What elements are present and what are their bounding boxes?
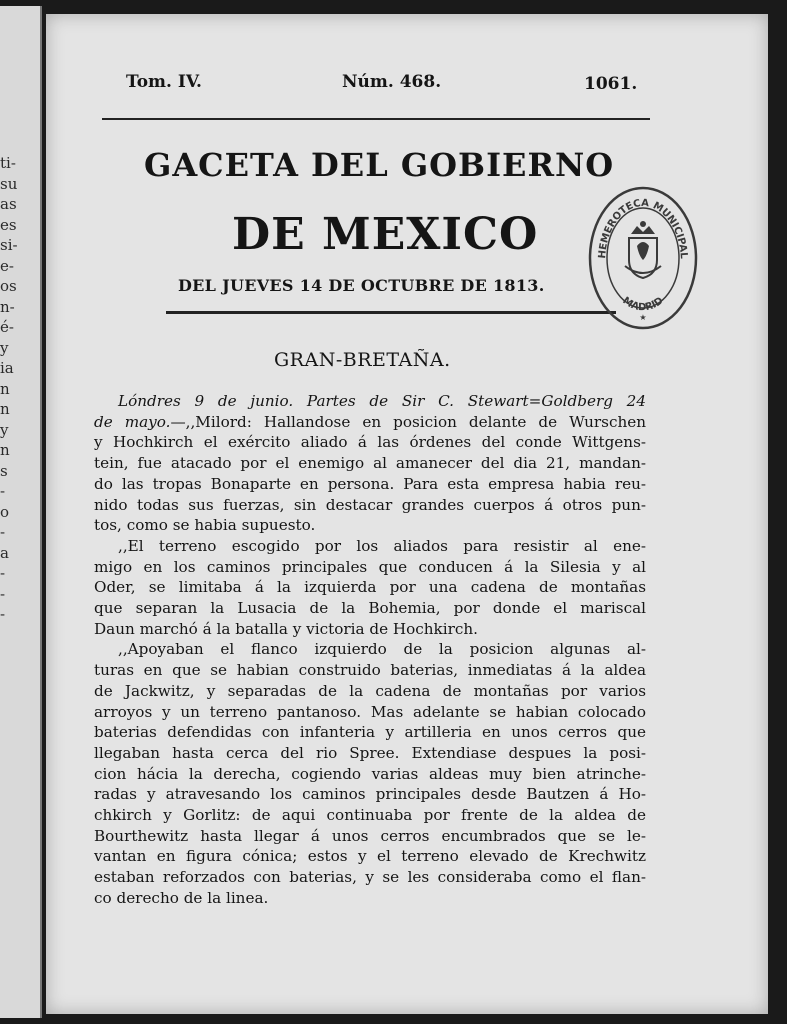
- facing-page-fragment: -: [0, 564, 6, 582]
- roman-text: radas y atravesando los caminos principales desde Bautzen á Ho-: [94, 785, 646, 804]
- facing-page-fragment: ia: [0, 359, 14, 377]
- newspaper-page: [46, 14, 768, 1014]
- roman-text: tos, como se habia supuesto.: [94, 516, 316, 535]
- facing-page-fragment: y: [0, 338, 9, 357]
- roman-text: arroyos y un terreno pantanoso. Mas adelante se habian colocado: [94, 702, 646, 721]
- volume-number: Tom. IV.: [126, 72, 202, 92]
- roman-text: Oder, se limitaba á la izquierda por una cadena de montañas: [94, 578, 646, 597]
- stamp-text-top: HEMEROTECA MUNICIPAL: [596, 197, 689, 260]
- text-line: [94, 743, 646, 764]
- facing-page-fragment: n: [0, 379, 10, 398]
- facing-page-fragment: n: [0, 400, 10, 418]
- facing-page-fragment: as: [0, 195, 17, 213]
- text-line: [94, 453, 646, 474]
- text-line: [94, 619, 646, 640]
- facing-page-fragment: n: [0, 441, 10, 459]
- masthead-title-line2: DE MEXICO: [232, 209, 539, 260]
- text-line: [94, 722, 646, 743]
- text-line: [94, 846, 646, 867]
- roman-text: llegaban hasta cerca del rio Spree. Extendiase despues la posi-: [94, 743, 646, 762]
- masthead-title-line1: GACETA DEL GOBIERNO: [144, 146, 615, 184]
- roman-text: que separan la Lusacia de la Bohemia, por donde el mariscal: [94, 599, 646, 618]
- text-line: [94, 805, 646, 826]
- roman-text: ,,Apoyaban el flanco izquierdo de la posicion algunas al-: [118, 640, 646, 659]
- text-line: [94, 681, 646, 702]
- text-line: [94, 784, 646, 805]
- rule-ornament: ⌣⌢⌣: [364, 111, 388, 125]
- italic-text: Lóndres 9 de junio. Partes de Sir C. Stewart=Goldberg 24: [118, 392, 646, 410]
- roman-text: chkirch y Gorlitz: de aqui continuaba por frente de la aldea de: [94, 806, 646, 825]
- section-heading: GRAN-BRETAÑA.: [274, 349, 451, 371]
- library-stamp: [587, 182, 699, 330]
- text-line: [94, 702, 646, 723]
- facing-page-edge: [0, 6, 42, 1018]
- dateline: DEL JUEVES 14 DE OCTUBRE DE 1813.: [178, 276, 545, 295]
- text-line: [94, 867, 646, 888]
- facing-page-fragment: -: [0, 482, 6, 500]
- text-line: [94, 412, 646, 433]
- facing-page-fragment: su: [0, 174, 18, 193]
- roman-text: de Jackwitz, y separadas de la cadena de montañas por varios: [94, 681, 646, 700]
- roman-text: tein, fue atacado por el enemigo al amanecer del dia 21, mandan-: [94, 454, 646, 473]
- facing-page-fragment: o: [0, 502, 10, 521]
- roman-text: cion hácia la derecha, cogiendo varias aldeas muy bien atrinche-: [94, 764, 646, 783]
- text-line: [94, 474, 646, 495]
- facing-page-fragment: -: [0, 605, 6, 623]
- roman-text: co derecho de la linea.: [94, 888, 269, 907]
- roman-text: Daun marchó á la batalla y victoria de Hochkirch.: [94, 619, 478, 638]
- text-line: [94, 639, 646, 660]
- text-line: [94, 660, 646, 681]
- text-line: [94, 495, 646, 516]
- coat-of-arms-icon: [625, 221, 661, 278]
- facing-page-fragment: n-: [0, 297, 15, 316]
- facing-page-fragment: a: [0, 543, 9, 562]
- text-line: [94, 826, 646, 847]
- facing-page-fragment: es: [0, 215, 17, 234]
- stamp-text-bottom: MADRID: [620, 295, 666, 314]
- roman-text: do las tropas Bonaparte en persona. Para esta empresa habia reu-: [94, 474, 646, 493]
- roman-text: turas en que se habian construido baterias, inmediatas á la aldea: [94, 661, 646, 680]
- roman-text: vantan en figura cónica; estos y el terreno elevado de Krechwitz: [94, 847, 646, 866]
- facing-page-fragment: si-: [0, 236, 18, 254]
- roman-text: migo en los caminos principales que conducen á la Silesia y al: [94, 557, 646, 576]
- roman-text: y Hochkirch el exército aliado á las órdenes del conde Wittgens-: [94, 433, 646, 452]
- facing-page-fragment: e-: [0, 256, 14, 275]
- stamp-star-icon: ★: [639, 313, 647, 322]
- text-line: [94, 764, 646, 785]
- issue-number: Núm. 468.: [342, 72, 442, 92]
- roman-text: baterias defendidas con infanteria y artilleria en unos cerros que: [94, 723, 646, 742]
- facing-page-fragment: s: [0, 461, 8, 480]
- article-body: [94, 391, 646, 909]
- text-line: [94, 577, 646, 598]
- text-line: [94, 391, 646, 412]
- facing-page-fragment: y: [0, 420, 9, 439]
- roman-text: nido todas sus fuerzas, sin destacar grandes cuerpos á otros pun-: [94, 495, 646, 514]
- text-line: [94, 432, 646, 453]
- italic-text: de mayo.: [94, 412, 171, 431]
- roman-text: ,,El terreno escogido por los aliados para resistir al ene-: [118, 536, 646, 555]
- masthead-rule: [166, 311, 616, 314]
- page-number: 1061.: [584, 74, 638, 94]
- roman-text: —,,Milord: Hallandose en posicion delante de Wurschen: [170, 412, 647, 431]
- text-line: [94, 557, 646, 578]
- paragraph: [94, 391, 646, 536]
- facing-page-fragment: ti-: [0, 154, 16, 172]
- roman-text: estaban reforzados con baterias, y se les consideraba como el flan-: [94, 868, 646, 887]
- facing-page-fragment: é-: [0, 318, 14, 336]
- text-line: [94, 598, 646, 619]
- text-line: [94, 515, 646, 536]
- roman-text: Bourthewitz hasta llegar á unos cerros encumbrados que se le-: [94, 826, 646, 845]
- facing-page-fragment: -: [0, 523, 6, 541]
- text-line: [94, 536, 646, 557]
- paragraph: [94, 536, 646, 640]
- facing-page-fragment: -: [0, 584, 6, 603]
- text-line: [94, 888, 646, 909]
- facing-page-fragment: os: [0, 277, 17, 295]
- paragraph: [94, 639, 646, 908]
